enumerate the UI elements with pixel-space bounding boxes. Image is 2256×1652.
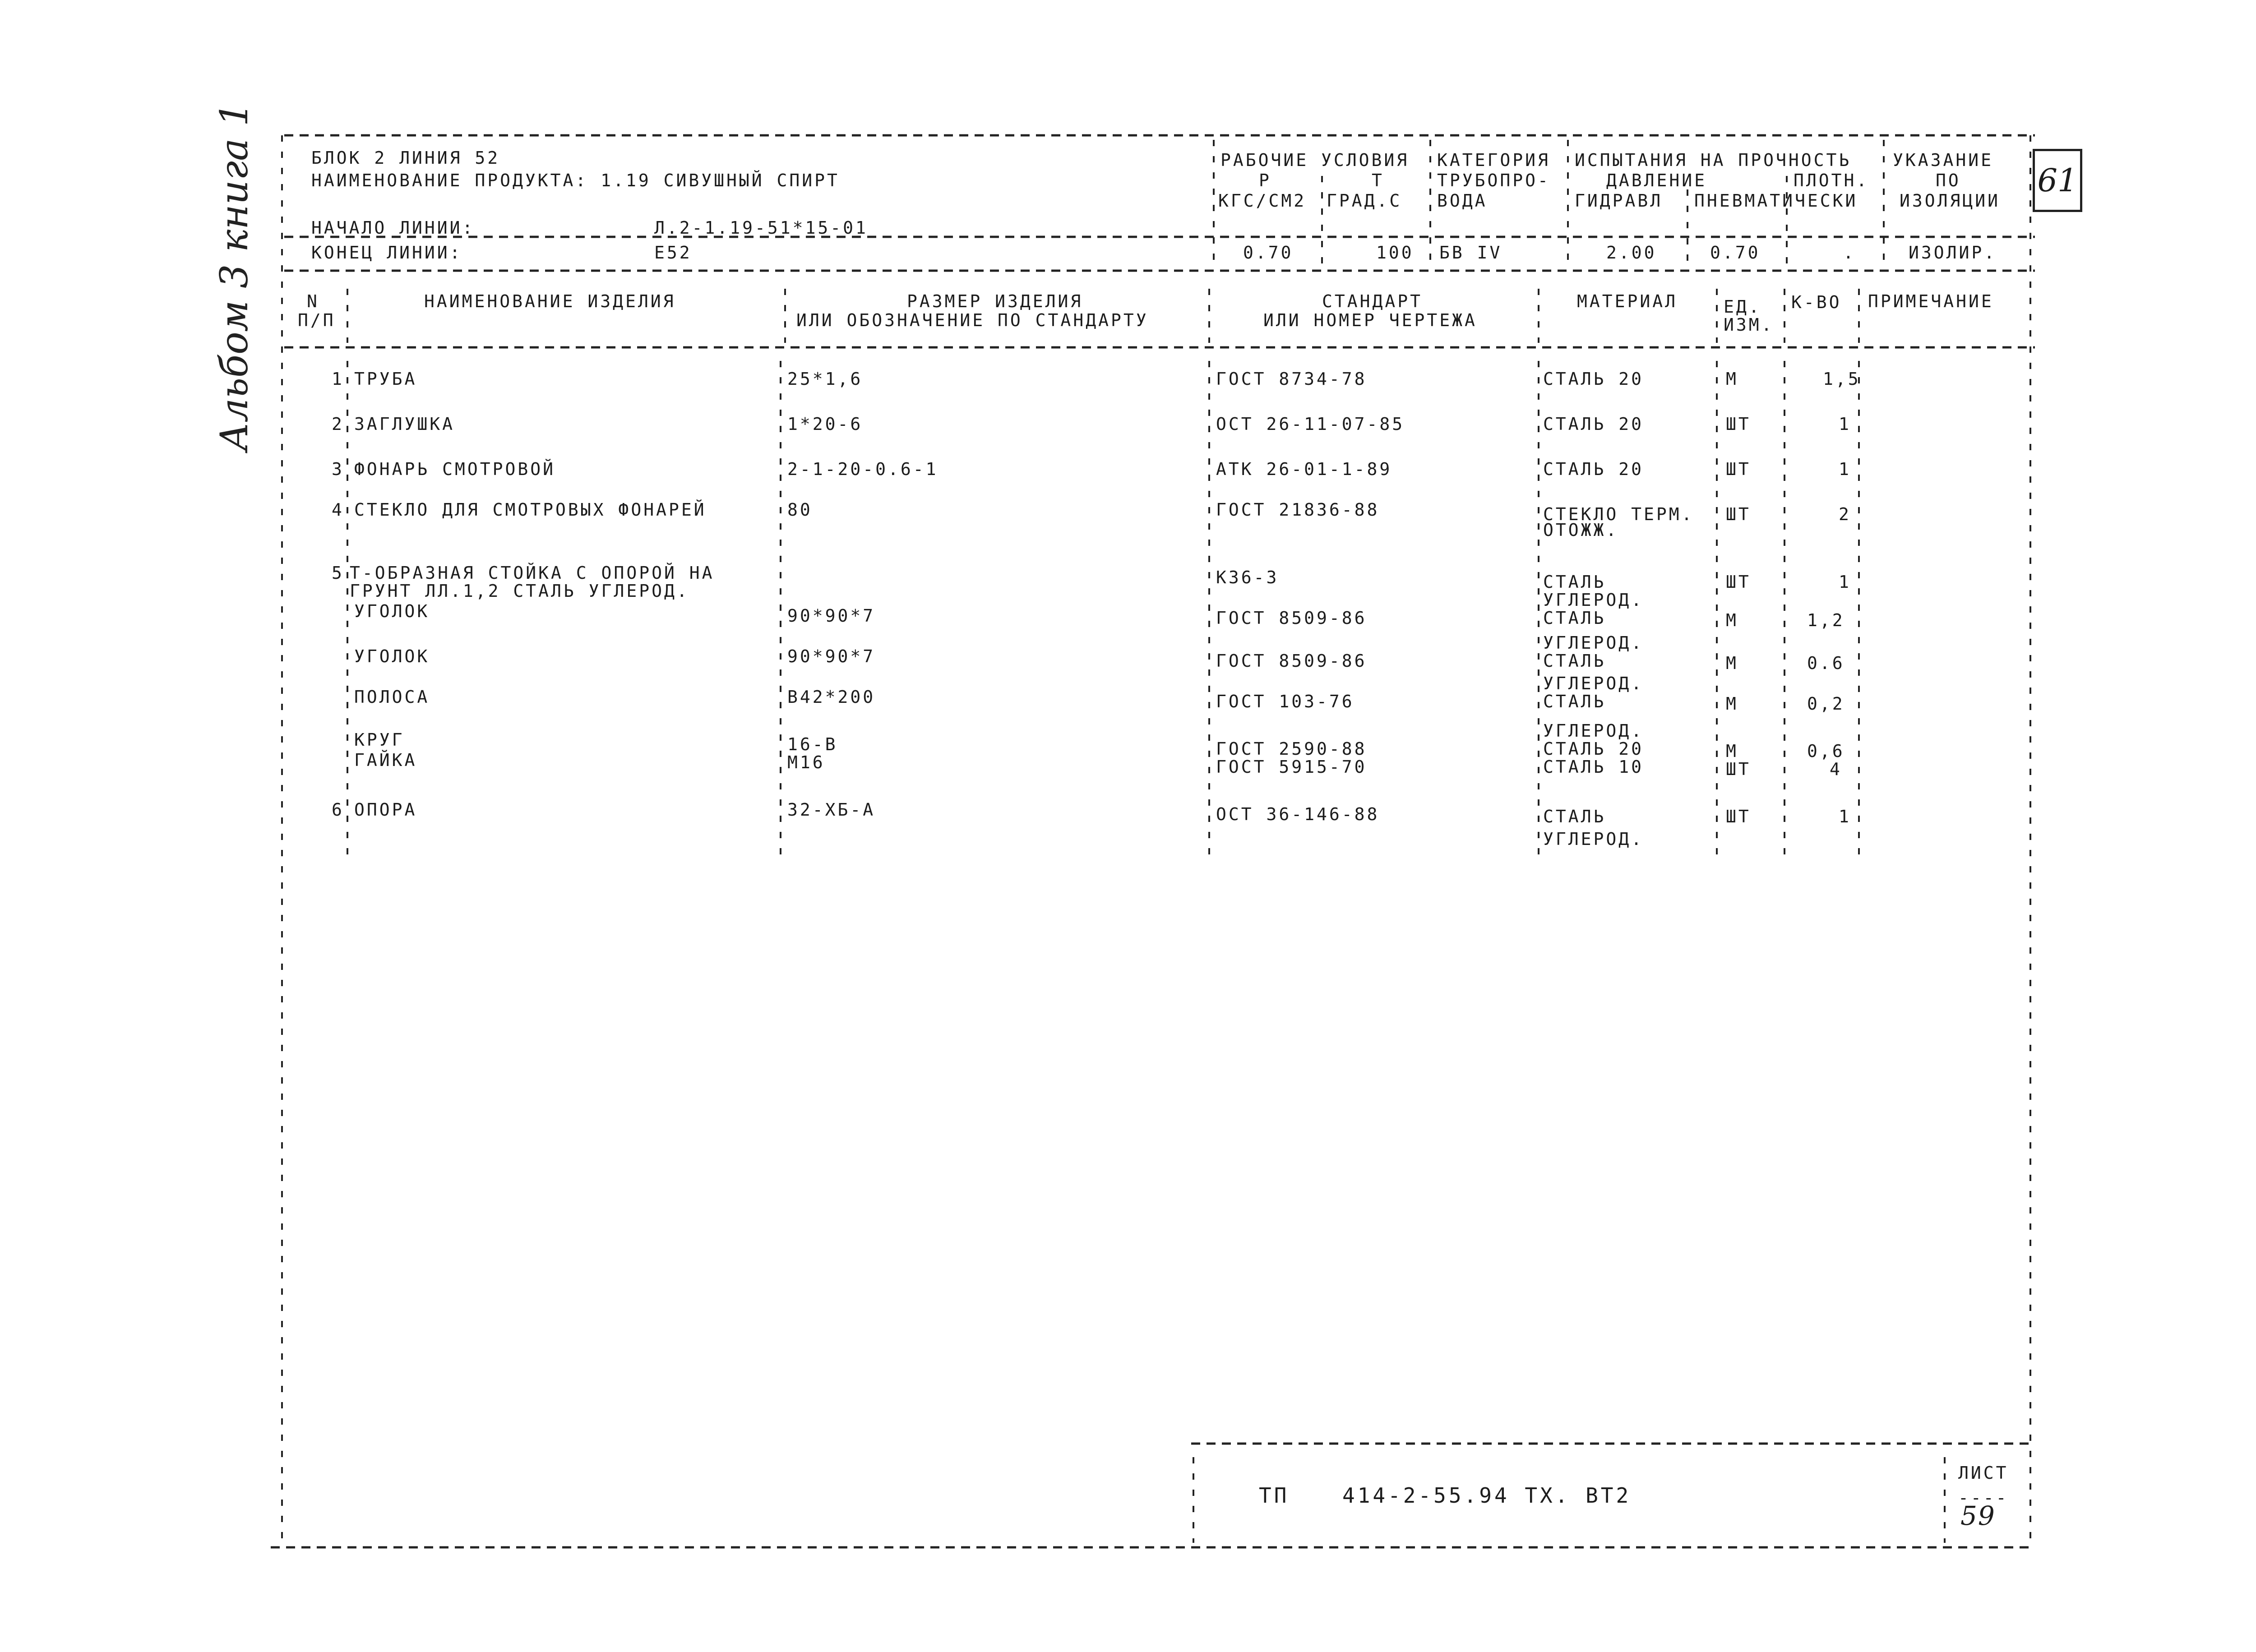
table-row-standard: АТК 26-01-1-89: [1216, 459, 1392, 479]
table-row-quantity: 1,5: [1823, 369, 1861, 389]
table-row-material-prefix: УГЛЕРОД.: [1543, 674, 1644, 693]
table-row-unit: ШТ: [1726, 759, 1751, 779]
table-row-standard: ГОСТ 2590-88: [1216, 739, 1367, 759]
product-name: НАИМЕНОВАНИЕ ПРОДУКТА: 1.19 СИВУШНЫЙ СПИРТ: [311, 171, 840, 190]
insulation-header-2: ПО: [1936, 171, 1961, 190]
table-row-name: ПОЛОСА: [354, 687, 430, 707]
category-header-1: КАТЕГОРИЯ: [1437, 150, 1550, 170]
pressure-subheader: ДАВЛЕНИЕ: [1606, 171, 1707, 190]
table-row-number: 1: [332, 369, 344, 389]
col-standard-2: ИЛИ НОМЕР ЧЕРТЕЖА: [1263, 310, 1477, 330]
insulation-value: ИЗОЛИР.: [1909, 243, 1997, 263]
table-row-standard: К36-3: [1216, 568, 1279, 587]
table-row-name: ГАЙКА: [354, 750, 417, 770]
table-row-size: 25*1,6: [787, 369, 863, 389]
strength-test-header: ИСПЫТАНИЯ НА ПРОЧНОСТЬ: [1575, 150, 1852, 170]
table-row-unit: ШТ: [1726, 414, 1751, 434]
pressure-symbol: Р: [1259, 171, 1271, 190]
table-row-material: СТАЛЬ: [1543, 651, 1606, 671]
density-subheader: ПЛОТН.: [1794, 171, 1869, 190]
temperature-value: 100: [1376, 243, 1414, 263]
col-standard-1: СТАНДАРТ: [1322, 291, 1423, 311]
table-row-material: СТАЛЬ: [1543, 572, 1606, 592]
table-row-name: КРУГ: [354, 730, 405, 750]
table-row-name: ФОНАРЬ СМОТРОВОЙ: [354, 459, 556, 479]
table-row-standard: ГОСТ 8509-86: [1216, 608, 1367, 628]
footer-sheet-label: ЛИСТ: [1958, 1463, 2009, 1483]
table-row-unit: ШТ: [1726, 459, 1751, 479]
table-row-name: УГОЛОК: [354, 601, 430, 621]
col-size-1: РАЗМЕР ИЗДЕЛИЯ: [907, 291, 1083, 311]
footer-tp: ТП: [1259, 1483, 1290, 1508]
insulation-header-3: ИЗОЛЯЦИИ: [1900, 191, 2001, 211]
table-row-size: 2-1-20-0.6-1: [787, 459, 938, 479]
col-unit-1: ЕД.: [1724, 297, 1761, 317]
table-row-size: 80: [787, 500, 813, 520]
table-row-number: 5: [332, 563, 344, 583]
hydraulic-value: 2.00: [1606, 243, 1657, 263]
table-row-quantity: 1: [1839, 459, 1851, 479]
album-side-note: Альбом 3 книга 1: [212, 102, 256, 451]
pressure-unit: КГС/СМ2: [1218, 191, 1307, 211]
table-row-material: СТАЛЬ: [1543, 608, 1606, 628]
col-size-2: ИЛИ ОБОЗНАЧЕНИЕ ПО СТАНДАРТУ: [796, 310, 1149, 330]
table-row-material: СТЕКЛО ТЕРМ.: [1543, 504, 1694, 524]
line-start-value: Л.2-1.19-51*15-01: [654, 218, 868, 238]
table-row-material-prefix: УГЛЕРОД.: [1543, 633, 1644, 653]
col-material: МАТЕРИАЛ: [1577, 291, 1678, 311]
table-row-number: 2: [332, 414, 344, 434]
table-row-unit: М: [1726, 653, 1738, 673]
table-row-material-prefix: УГЛЕРОД.: [1543, 590, 1644, 610]
table-row-name: Т-ОБРАЗНАЯ СТОЙКА С ОПОРОЙ НА: [350, 563, 715, 583]
col-note: ПРИМЕЧАНИЕ: [1868, 291, 1994, 311]
page-corner-number: 61: [2033, 149, 2082, 212]
col-number-1: N: [307, 291, 319, 311]
table-row-standard: ГОСТ 21836-88: [1216, 500, 1380, 520]
table-row-unit: ШТ: [1726, 504, 1751, 524]
table-row-material-2: ОТОЖЖ.: [1543, 520, 1619, 540]
table-row-quantity: 0,6: [1807, 741, 1845, 761]
table-row-quantity: 2: [1839, 504, 1851, 524]
category-header-2: ТРУБОПРО-: [1437, 171, 1550, 190]
table-row-standard: ГОСТ 8509-86: [1216, 651, 1367, 671]
table-row-name: СТЕКЛО ДЛЯ СМОТРОВЫХ ФОНАРЕЙ: [354, 500, 707, 520]
table-row-unit: ШТ: [1726, 572, 1751, 592]
table-row-quantity: 1,2: [1807, 610, 1845, 630]
col-quantity: К-ВО: [1791, 292, 1842, 312]
work-conditions-header: РАБОЧИЕ УСЛОВИЯ: [1220, 150, 1410, 170]
table-row-quantity: 1: [1839, 414, 1851, 434]
pneumatic-subheader: ПНЕВМАТИЧЕСКИ: [1694, 191, 1858, 211]
footer-document-code: 414-2-55.94 ТХ. ВТ2: [1342, 1483, 1632, 1508]
temperature-unit: ГРАД.С: [1327, 191, 1402, 211]
table-row-size: М16: [787, 752, 825, 772]
table-row-number: 6: [332, 800, 344, 820]
table-row-size: 16-В: [787, 734, 838, 754]
table-row-quantity: 0,2: [1807, 694, 1845, 714]
hydraulic-subheader: ГИДРАВЛ: [1575, 191, 1663, 211]
table-row-material: СТАЛЬ 20: [1543, 459, 1644, 479]
table-row-quantity: 1: [1839, 572, 1851, 592]
category-header-3: ВОДА: [1437, 191, 1488, 211]
table-row-unit: М: [1726, 741, 1738, 761]
table-row-unit: М: [1726, 694, 1738, 714]
table-row-material: СТАЛЬ 20: [1543, 739, 1644, 759]
table-row-size: В42*200: [787, 687, 876, 707]
table-row-standard: ОСТ 36-146-88: [1216, 804, 1380, 824]
table-row-name: УГОЛОК: [354, 646, 430, 666]
table-row-quantity: 0.6: [1807, 653, 1845, 673]
density-value: .: [1843, 243, 1856, 263]
line-start-label: НАЧАЛО ЛИНИИ:: [311, 218, 475, 238]
temperature-symbol: Т: [1372, 171, 1384, 190]
col-item-name: НАИМЕНОВАНИЕ ИЗДЕЛИЯ: [424, 291, 676, 311]
table-row-material: СТАЛЬ 10: [1543, 757, 1644, 777]
table-row-quantity: 1: [1839, 807, 1851, 826]
table-row-standard: ГОСТ 8734-78: [1216, 369, 1367, 389]
insulation-header-1: УКАЗАНИЕ: [1893, 150, 1994, 170]
table-row-unit: М: [1726, 610, 1738, 630]
table-row-material: СТАЛЬ 20: [1543, 414, 1644, 434]
table-row-material: СТАЛЬ 20: [1543, 369, 1644, 389]
table-row-material-2: УГЛЕРОД.: [1543, 829, 1644, 849]
category-value: БВ IV: [1439, 243, 1502, 263]
col-unit-2: ИЗМ.: [1724, 315, 1774, 335]
table-row-name: ЗАГЛУШКА: [354, 414, 455, 434]
table-row-unit: ШТ: [1726, 807, 1751, 826]
table-row-standard: ОСТ 26-11-07-85: [1216, 414, 1405, 434]
footer-sheet-number: 59: [1960, 1500, 1996, 1531]
table-row-number: 4: [332, 500, 344, 520]
table-row-number: 3: [332, 459, 344, 479]
footer-sheet-divider: ----: [1958, 1488, 2009, 1508]
table-row-name: ОПОРА: [354, 800, 417, 820]
col-number-2: П/П: [298, 310, 336, 330]
line-end-value: Е52: [654, 243, 692, 263]
table-row-size: 90*90*7: [787, 646, 876, 666]
table-row-size: 1*20-6: [787, 414, 863, 434]
table-row-unit: М: [1726, 369, 1738, 389]
table-row-material: СТАЛЬ: [1543, 692, 1606, 711]
table-row-size: 32-ХБ-А: [787, 800, 876, 820]
table-row-size: 90*90*7: [787, 606, 876, 626]
table-row-material-prefix: УГЛЕРОД.: [1543, 721, 1644, 741]
table-row-standard: ГОСТ 103-76: [1216, 692, 1355, 711]
pneumatic-value: 0.70: [1710, 243, 1761, 263]
block-line: БЛОК 2 ЛИНИЯ 52: [311, 148, 500, 168]
table-row-material: СТАЛЬ: [1543, 807, 1606, 826]
table-row-standard: ГОСТ 5915-70: [1216, 757, 1367, 777]
table-row-name-2: ГРУНТ ЛЛ.1,2 СТАЛЬ УГЛЕРОД.: [350, 581, 689, 601]
pressure-value: 0.70: [1243, 243, 1294, 263]
table-row-quantity: 4: [1830, 759, 1842, 779]
line-end-label: КОНЕЦ ЛИНИИ:: [311, 243, 462, 263]
table-row-name: ТРУБА: [354, 369, 417, 389]
